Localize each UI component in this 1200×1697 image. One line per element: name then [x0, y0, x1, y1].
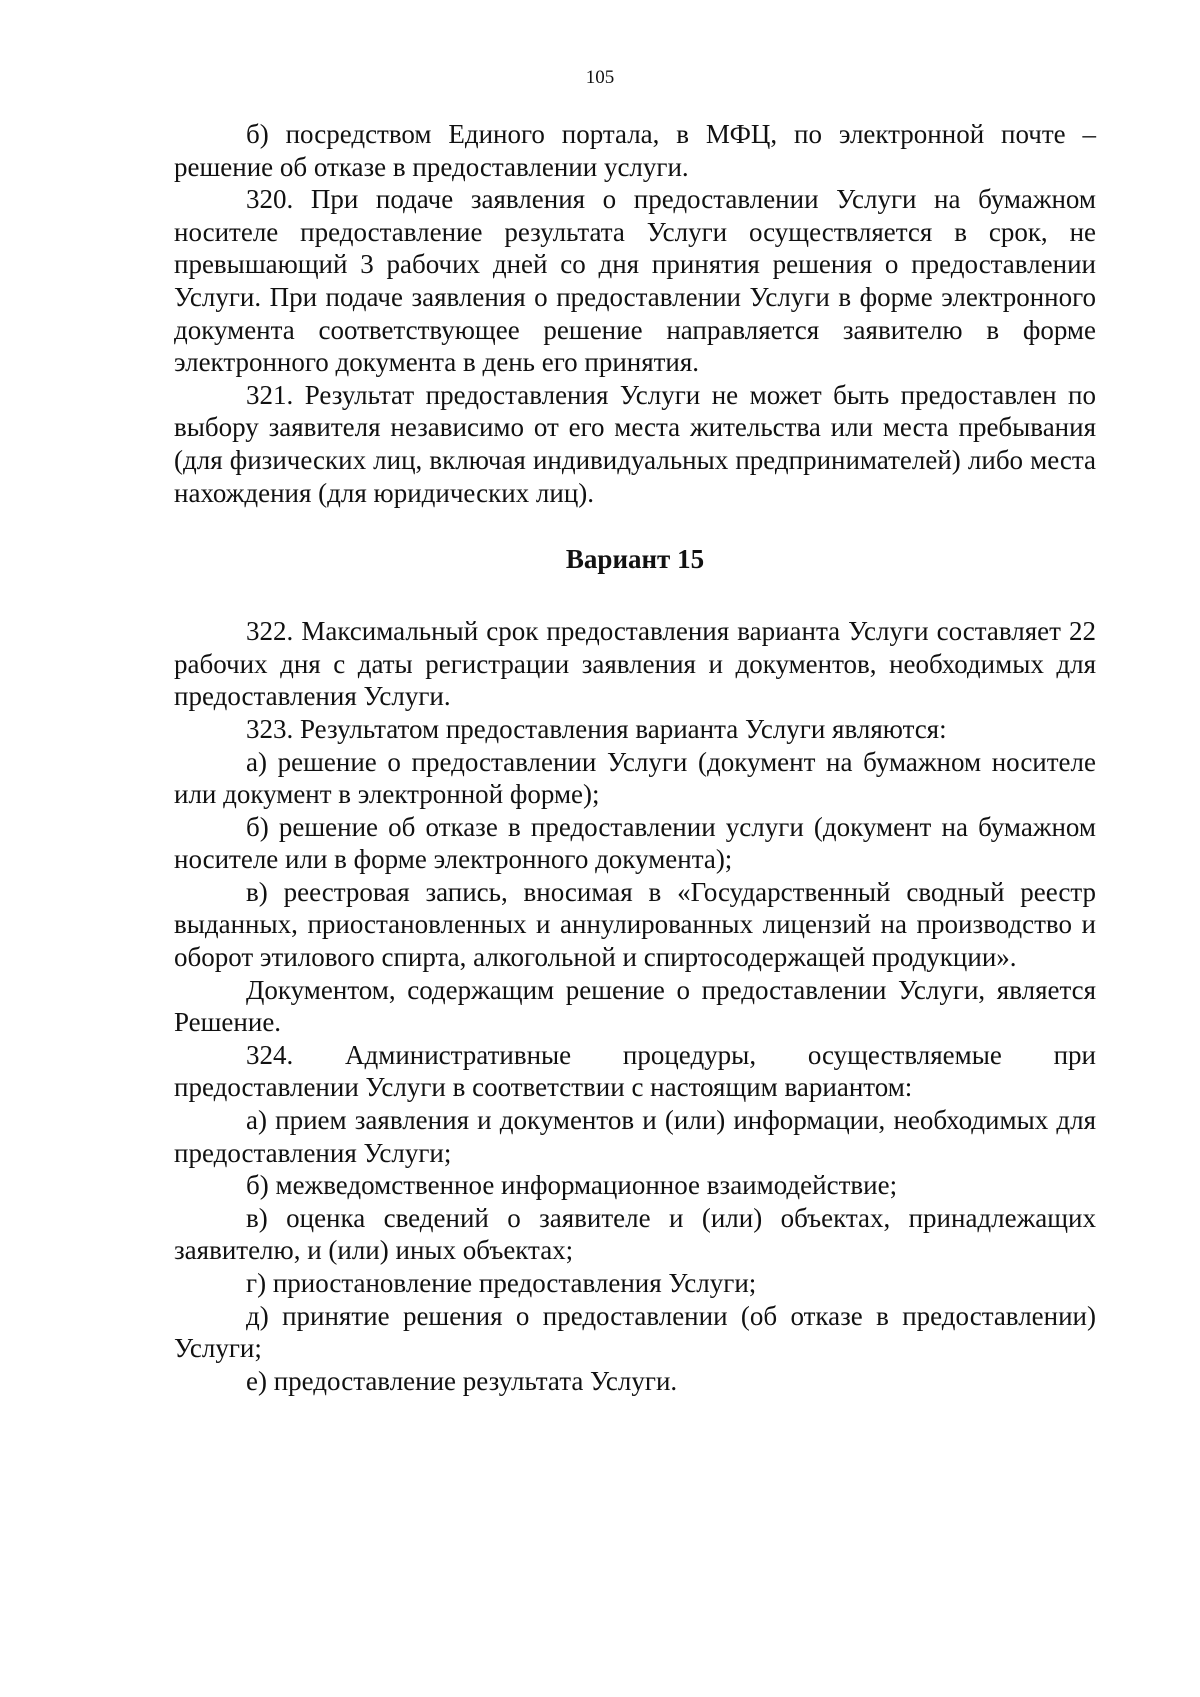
paragraph-324d: д) принятие решения о предоставлении (об отказе в предоставлении) Услуги;: [174, 1300, 1096, 1364]
paragraph-323: 323. Результатом предоставления варианта Услуги являются:: [246, 713, 947, 744]
paragraph-321: 321. Результат предоставления Услуги не может быть предоставлен по выбору заявителя независимо от его места жительства или места пребывания (для физических лиц, включая индивидуальных предпринимателей) либо места нахождения (для юридических лиц).: [174, 379, 1096, 508]
paragraph-324e: е) предоставление результата Услуги.: [246, 1365, 678, 1396]
paragraph-324v: в) оценка сведений о заявителе и (или) объектах, принадлежащих заявителю, и (или) иных объектах;: [174, 1202, 1096, 1266]
paragraph-323v: в) реестровая запись, вносимая в «Государственный сводный реестр выданных, приостановленных и аннулированных лицензий на производство и оборот этилового спирта, алкогольной и спиртосодержащей продукции».: [174, 876, 1096, 973]
paragraph-323b: б) решение об отказе в предоставлении услуги (документ на бумажном носителе или в форме электронного документа);: [174, 811, 1096, 875]
paragraph-319b: б) посредством Единого портала, в МФЦ, по электронной почте – решение об отказе в предоставлении услуги.: [174, 119, 1096, 182]
paragraph-324: 324. Административные процедуры, осуществляемые при предоставлении Услуги в соответствии с настоящим вариантом:: [174, 1039, 1096, 1103]
paragraph-322: 322. Максимальный срок предоставления варианта Услуги составляет 22 рабочих дня с даты регистрации заявления и документов, необходимых для предоставления Услуги.: [174, 616, 1096, 712]
paragraph-324a: а) прием заявления и документов и (или) информации, необходимых для предоставления Услуги;: [174, 1105, 1096, 1168]
paragraph-324b: б) межведомственное информационное взаимодействие;: [246, 1170, 898, 1201]
paragraph-decision-document: Документом, содержащим решение о предоставлении Услуги, является Решение.: [174, 974, 1096, 1038]
paragraph-324g: г) приостановление предоставления Услуги;: [246, 1268, 757, 1298]
document-body: [174, 118, 1096, 1397]
page-number: 105: [585, 67, 615, 88]
section-heading: Вариант 15: [565, 544, 705, 575]
paragraph-323a: а) решение о предоставлении Услуги (документ на бумажном носителе или документ в электронной форме);: [174, 746, 1096, 810]
paragraph-320: 320. При подаче заявления о предоставлении Услуги на бумажном носителе предоставление результата Услуги осуществляется в срок, не превышающий 3 рабочих дней со дня принятия решения о предоставлении Услуги. При подаче заявления о предоставлении Услуги в форме электронного документа соответствующее решение направляется заявителю в форме электронного документа в день его принятия.: [174, 184, 1096, 378]
